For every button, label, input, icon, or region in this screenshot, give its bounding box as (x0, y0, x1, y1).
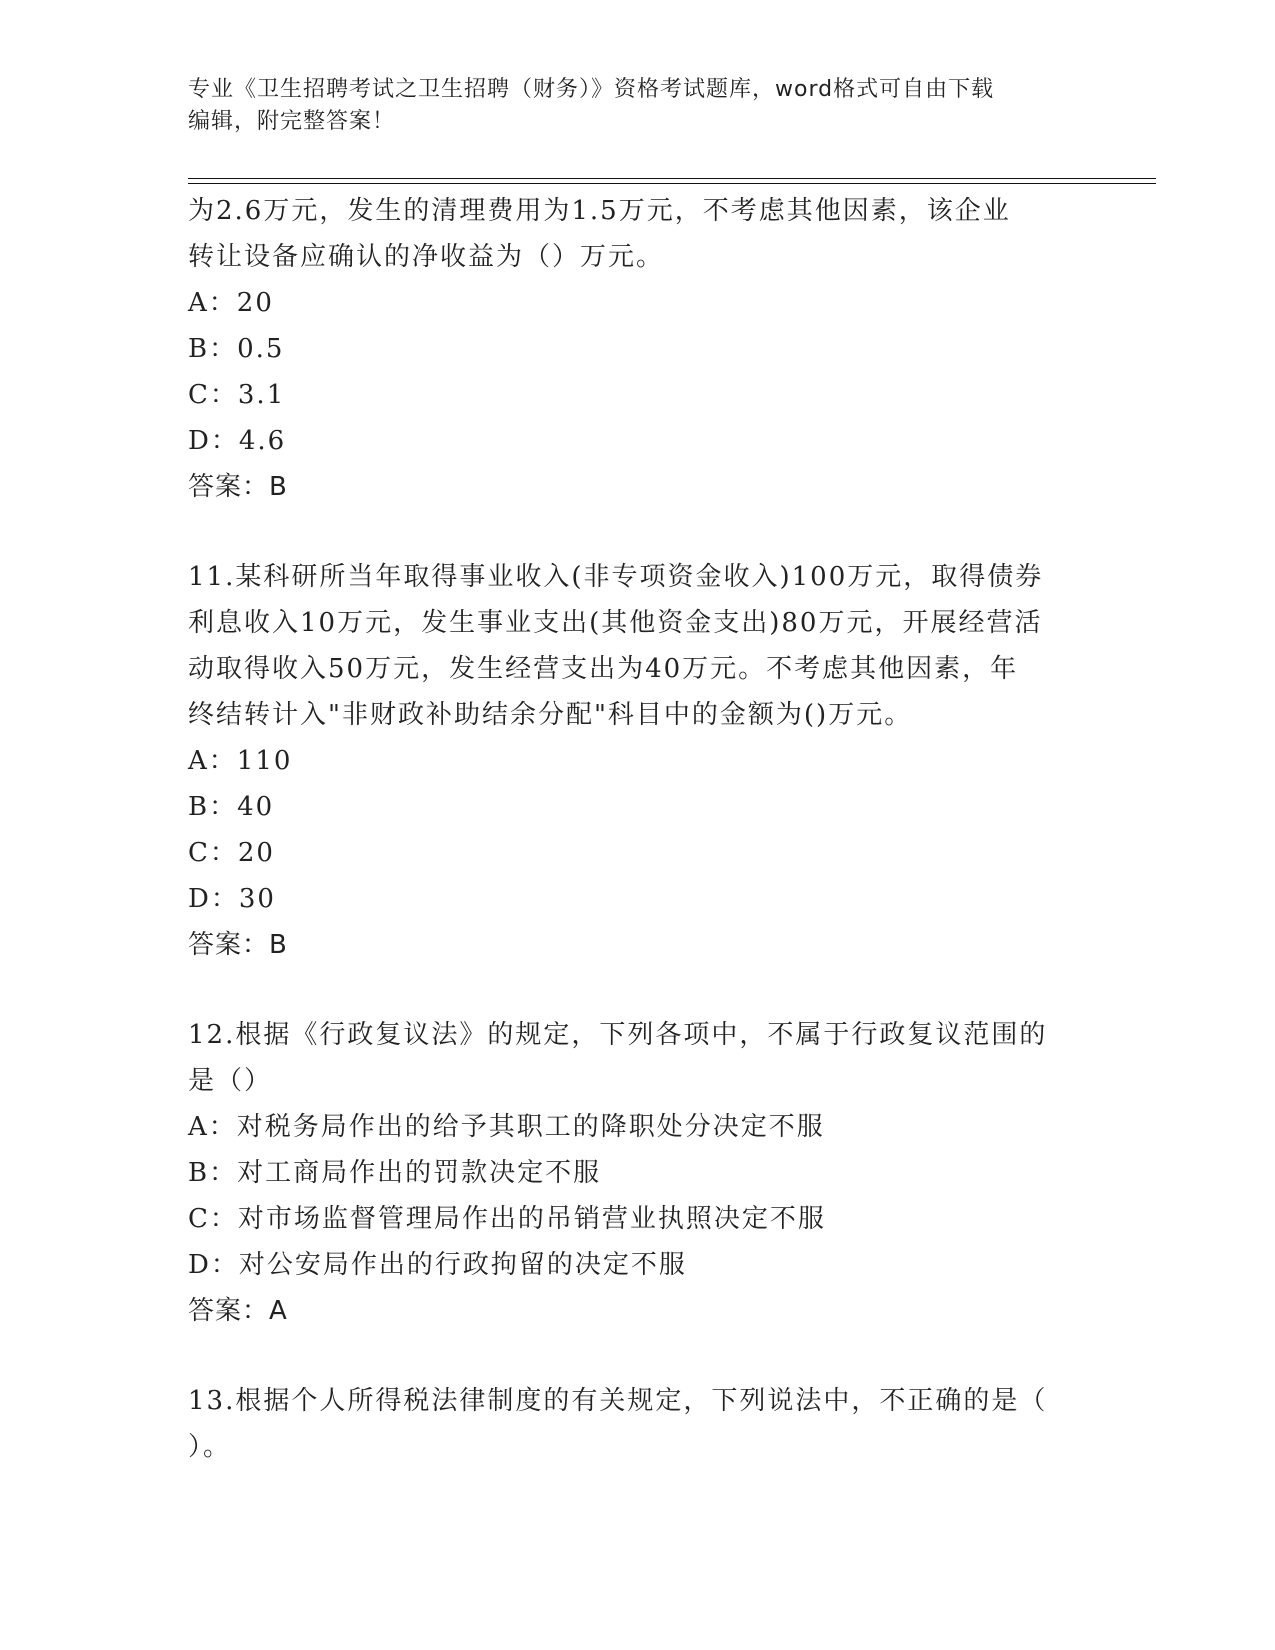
spacer (188, 1334, 1088, 1378)
option-a: A：20 (188, 288, 274, 318)
spacer (188, 510, 1088, 554)
answer-line: 答案：A (188, 1296, 288, 1326)
header-divider-bottom (188, 183, 1156, 184)
option-b: B：40 (188, 792, 275, 822)
answer-line: 答案：B (188, 930, 288, 960)
question-stem-line: 动取得收入50万元，发生经营支出为40万元。不考虑其他因素，年 (188, 654, 1019, 684)
question-stem-line: 为2.6万元，发生的清理费用为1.5万元，不考虑其他因素，该企业 (188, 196, 1011, 226)
option-d: D：对公安局作出的行政拘留的决定不服 (188, 1250, 687, 1280)
document-header (188, 74, 1068, 138)
question-stem-line: 12.根据《行政复议法》的规定，下列各项中，不属于行政复议范围的 (188, 1020, 1048, 1050)
option-c: C：3.1 (188, 380, 286, 410)
option-a: A：对税务局作出的给予其职工的降职处分决定不服 (188, 1112, 825, 1142)
question-stem-line: 利息收入10万元，发生事业支出(其他资金支出)80万元，开展经营活 (188, 608, 1043, 638)
header-line-1: 专业《卫生招聘考试之卫生招聘（财务）》资格考试题库，word格式可自由下载 (188, 77, 995, 102)
question-10 (188, 188, 1088, 510)
question-stem-line: 是（） (188, 1066, 273, 1096)
header-line-2: 编辑，附完整答案！ (188, 109, 396, 134)
question-stem-line: 转让设备应确认的净收益为（）万元。 (188, 242, 665, 272)
question-stem-line: 13.根据个人所得税法律制度的有关规定，下列说法中，不正确的是（ (188, 1386, 1048, 1416)
spacer (188, 968, 1088, 1012)
option-d: D：30 (188, 884, 276, 914)
header-divider-top (188, 178, 1156, 179)
question-12 (188, 1012, 1088, 1334)
option-b: B：对工商局作出的罚款决定不服 (188, 1158, 602, 1188)
question-stem-line: ）。 (188, 1432, 232, 1462)
option-c: C：对市场监督管理局作出的吊销营业执照决定不服 (188, 1204, 826, 1234)
answer-line: 答案：B (188, 472, 288, 502)
question-stem-line: 终结转计入"非财政补助结余分配"科目中的金额为()万元。 (188, 700, 913, 730)
option-c: C：20 (188, 838, 275, 868)
question-content (188, 188, 1088, 1470)
question-11 (188, 554, 1088, 968)
question-13 (188, 1378, 1088, 1470)
option-b: B：0.5 (188, 334, 285, 364)
option-a: A：110 (188, 746, 293, 776)
option-d: D：4.6 (188, 426, 287, 456)
question-stem-line: 11.某科研所当年取得事业收入(非专项资金收入)100万元，取得债券 (188, 562, 1044, 592)
